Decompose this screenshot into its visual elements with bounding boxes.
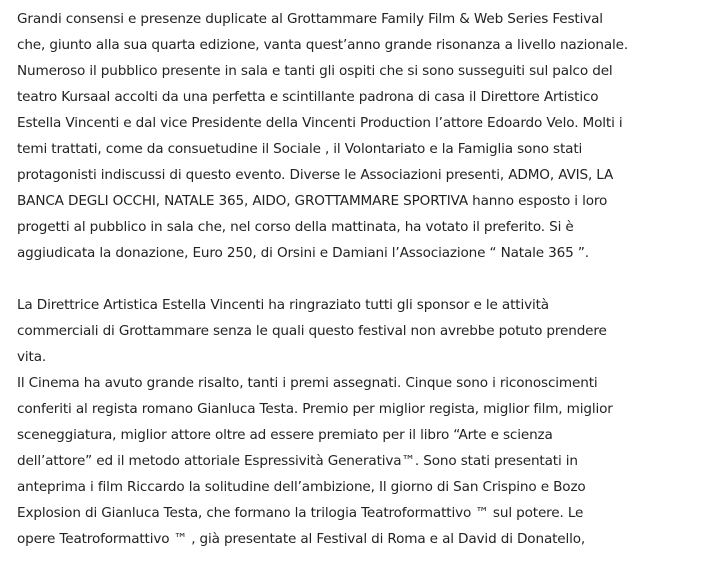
text-line: anteprima i film Riccardo la solitudine dell’ambizione, Il giorno di San Crispino e Bozo [17, 479, 586, 495]
paragraph-spacer [17, 266, 717, 292]
paragraph-sponsors-and-awards [17, 292, 717, 552]
text-line: aggiudicata la donazione, Euro 250, di Orsini e Damiani l’Associazione “ Natale 365 ”. [17, 245, 589, 261]
text-line: sceneggiatura, miglior attore oltre ad essere premiato per il libro “Arte e scienza [17, 427, 553, 443]
text-line: La Direttrice Artistica Estella Vincenti ha ringraziato tutti gli sponsor e le attività [17, 297, 549, 313]
text-line: conferiti al regista romano Gianluca Testa. Premio per miglior regista, miglior film, miglior [17, 401, 613, 417]
text-line: protagonisti indiscussi di questo evento. Diverse le Associazioni presenti, ADMO, AVIS, LA [17, 167, 614, 183]
text-line: dell’attore” ed il metodo attoriale Espressività Generativa™. Sono stati presentati in [17, 453, 578, 469]
text-line: Numeroso il pubblico presente in sala e tanti gli ospiti che si sono susseguiti sul palco del [17, 63, 613, 79]
text-line: temi trattati, come da consuetudine il Sociale , il Volontariato e la Famiglia sono stati [17, 141, 583, 157]
text-line: teatro Kursaal accolti da una perfetta e scintillante padrona di casa il Direttore Artistico [17, 89, 599, 105]
text-line: Il Cinema ha avuto grande risalto, tanti i premi assegnati. Cinque sono i riconoscimenti [17, 375, 598, 391]
text-line: che, giunto alla sua quarta edizione, vanta quest’anno grande risonanza a livello nazionale. [17, 37, 629, 53]
text-line: opere Teatroformattivo ™ , già presentate al Festival di Roma e al David di Donatello, [17, 531, 586, 547]
text-line: progetti al pubblico in sala che, nel corso della mattinata, ha votato il preferito. Si è [17, 219, 574, 235]
article-body [17, 6, 717, 552]
text-line: Explosion di Gianluca Testa, che formano la trilogia Teatroformattivo ™ sul potere. Le [17, 505, 584, 521]
text-line: BANCA DEGLI OCCHI, NATALE 365, AIDO, GROTTAMMARE SPORTIVA hanno esposto i loro [17, 193, 608, 209]
text-line: commerciali di Grottammare senza le quali questo festival non avrebbe potuto prendere [17, 323, 607, 339]
text-line: vita. [17, 349, 47, 365]
text-line: Estella Vincenti e dal vice Presidente della Vincenti Production l’attore Edoardo Velo. Molti i [17, 115, 623, 131]
paragraph-festival-summary [17, 6, 717, 266]
text-line: Grandi consensi e presenze duplicate al Grottammare Family Film & Web Series Festival [17, 11, 603, 27]
